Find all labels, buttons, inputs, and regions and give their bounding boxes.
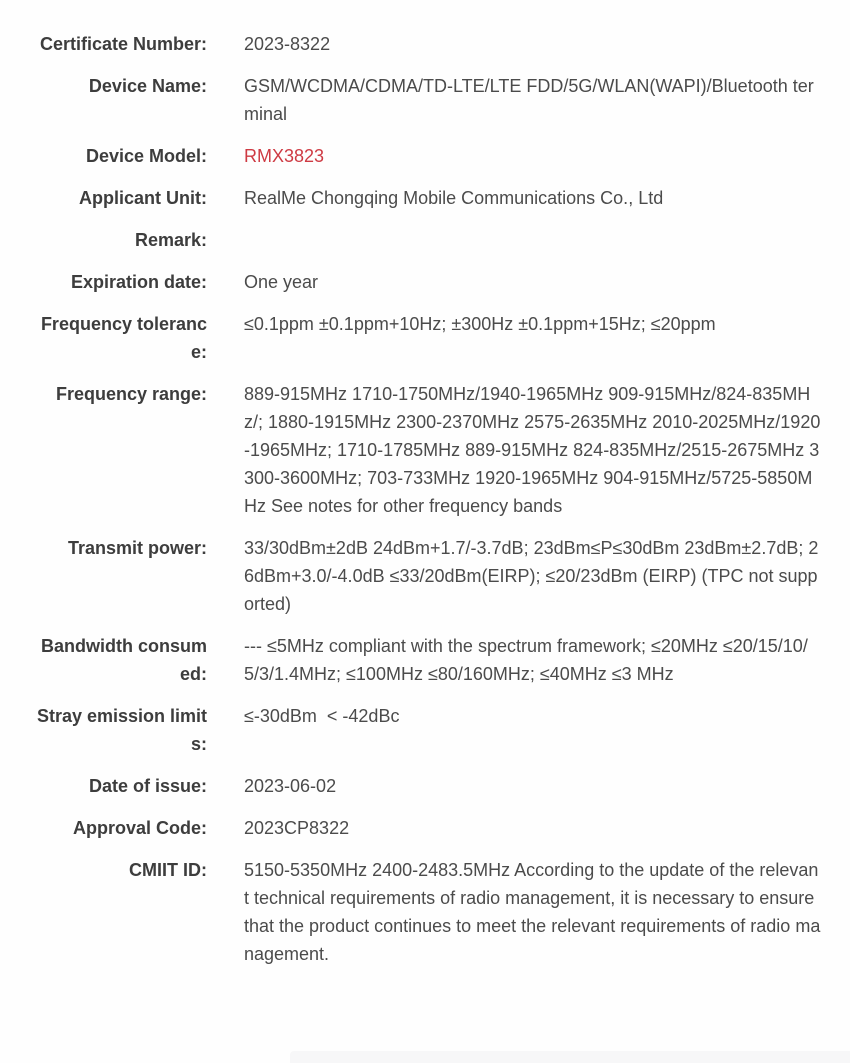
certificate-row [35, 814, 838, 842]
field-value: RealMe Chongqing Mobile Communications Co., Ltd [244, 188, 664, 208]
field-value: ≤-30dBm < -42dBc [244, 706, 400, 726]
field-value: 5150-5350MHz 2400-2483.5MHz According to the update of the relevant technical requirements of radio management, it is necessary to ensure that the product continues to meet the relevant requirements of radio management. [244, 860, 821, 964]
device-model-value: RMX3823 [244, 146, 325, 166]
field-label: Frequency range: [55, 384, 207, 404]
field-label: Stray emission limits: [36, 706, 207, 754]
certificate-row [35, 380, 838, 520]
certificate-row [35, 184, 838, 212]
field-value [244, 226, 822, 254]
field-value: ≤0.1ppm ±0.1ppm+10Hz; ±300Hz ±0.1ppm+15Hz; ≤20ppm [244, 314, 716, 334]
field-value: 2023-8322 [244, 34, 331, 54]
certificate-row [35, 226, 838, 254]
field-label: Applicant Unit: [79, 188, 207, 208]
certificate-row [35, 534, 838, 618]
certificate-row [35, 72, 838, 128]
field-label: Date of issue: [88, 776, 207, 796]
field-value: One year [244, 272, 319, 292]
field-value: 2023-06-02 [244, 776, 337, 796]
field-value: 2023CP8322 [244, 818, 350, 838]
certificate-row [35, 268, 838, 296]
field-label: Certificate Number: [39, 34, 207, 54]
certificate-row [35, 772, 838, 800]
certificate-row [35, 30, 838, 58]
field-label: Bandwidth consumed: [41, 636, 207, 684]
field-value: GSM/WCDMA/CDMA/TD-LTE/LTE FDD/5G/WLAN(WAPI)/Bluetooth terminal [244, 76, 814, 124]
field-label: Device Model: [85, 146, 207, 166]
field-label: Remark: [134, 230, 207, 250]
field-label: Device Name: [88, 76, 207, 96]
certificate-row [35, 142, 838, 170]
certificate-row [35, 856, 838, 968]
bottom-edge-band [290, 1051, 850, 1063]
field-label: CMIIT ID: [129, 860, 207, 880]
field-label: Approval Code: [72, 818, 207, 838]
field-label: Expiration date: [70, 272, 207, 292]
field-value: 889-915MHz 1710-1750MHz/1940-1965MHz 909-915MHz/824-835MHz/; 1880-1915MHz 2300-2370MHz 2575-2635MHz 2010-2025MHz/1920-1965MHz; 1710-1785MHz 889-915MHz 824-835MHz/2515-2675MHz 3300-3600MHz; 703-733MHz 1920-1965MHz 904-915MHz/5725-5850MHz See notes for other frequency bands [244, 384, 821, 516]
certificate-field-list [35, 30, 838, 968]
field-label: Transmit power: [67, 538, 207, 558]
field-label: Frequency tolerance: [40, 314, 207, 362]
field-value: --- ≤5MHz compliant with the spectrum framework; ≤20MHz ≤20/15/10/5/3/1.4MHz; ≤100MHz ≤80/160MHz; ≤40MHz ≤3 MHz [244, 636, 808, 684]
certificate-row [35, 632, 838, 688]
certificate-row [35, 702, 838, 758]
certificate-row [35, 310, 838, 366]
field-value: 33/30dBm±2dB 24dBm+1.7/-3.7dB; 23dBm≤P≤30dBm 23dBm±2.7dB; 26dBm+3.0/-4.0dB ≤33/20dBm(EIRP); ≤20/23dBm (EIRP) (TPC not supported) [244, 538, 819, 614]
